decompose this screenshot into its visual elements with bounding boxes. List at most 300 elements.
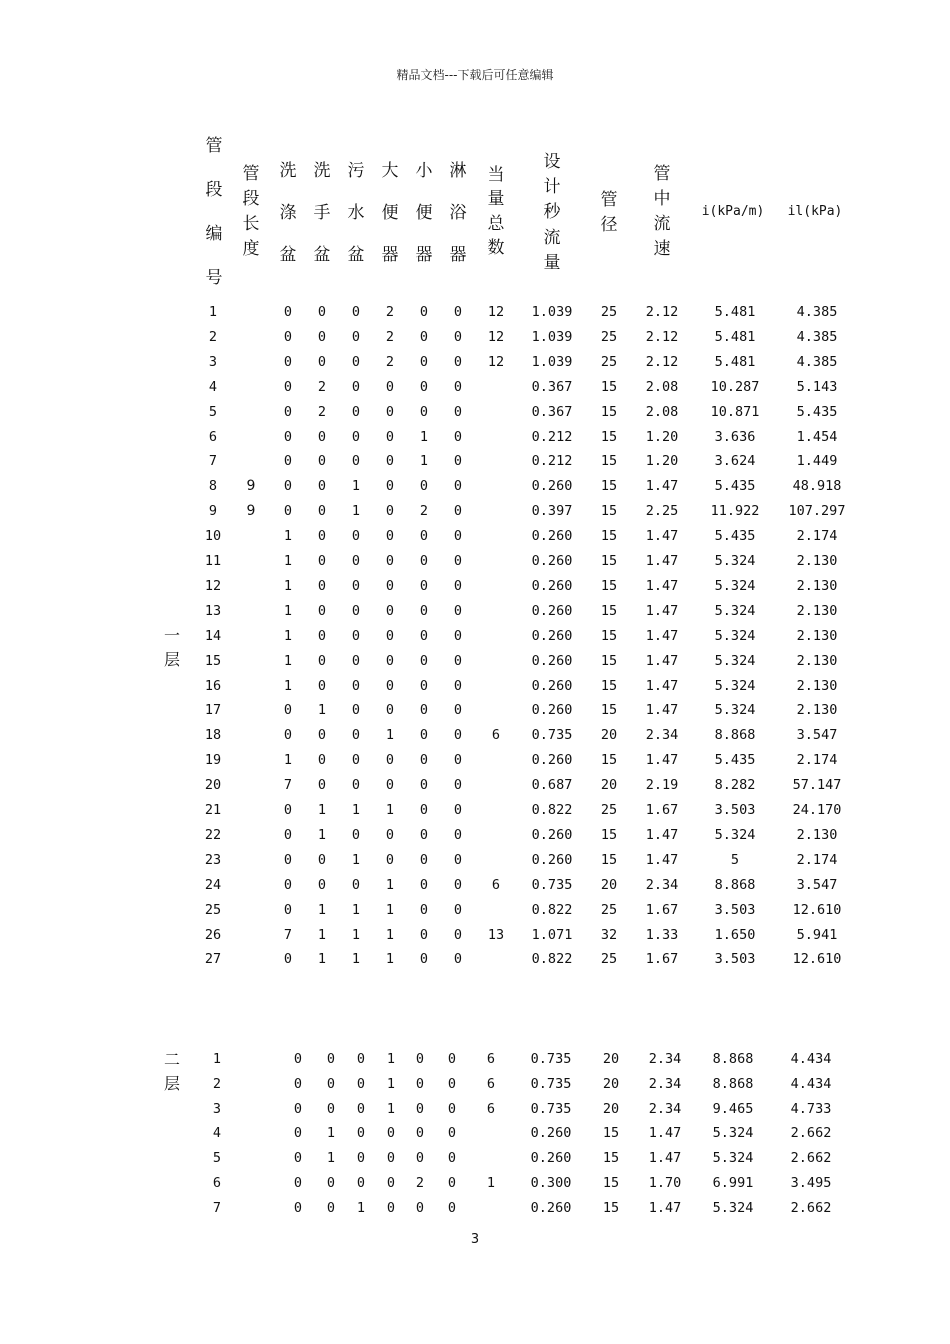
cell-slop-basin: 1 (351, 503, 361, 520)
cell-slop-basin: 0 (351, 378, 361, 395)
cell-design-flow: 0.260 (531, 851, 573, 868)
cell-design-flow: 0.687 (531, 777, 573, 794)
cell-equivalent: 6 (491, 727, 501, 744)
cell-design-flow: 0.735 (530, 1075, 572, 1092)
cell-wash-basin: 0 (283, 428, 293, 445)
cell-il-value: 2.130 (796, 652, 838, 669)
cell-diameter: 15 (600, 677, 618, 694)
cell-wash-basin: 0 (283, 851, 293, 868)
cell-shower: 0 (453, 777, 463, 794)
cell-shower: 0 (453, 851, 463, 868)
cell-il-value: 2.130 (796, 826, 838, 843)
cell-toilet: 0 (385, 378, 395, 395)
cell-design-flow: 0.260 (531, 528, 573, 545)
cell-velocity: 1.70 (648, 1175, 682, 1192)
cell-design-flow: 0.260 (531, 577, 573, 594)
cell-wash-basin: 0 (283, 353, 293, 370)
cell-urinal: 0 (419, 926, 429, 943)
cell-i-value: 5.324 (714, 826, 756, 843)
cell-i-value: 5.435 (714, 478, 756, 495)
cell-velocity: 2.34 (648, 1051, 682, 1067)
cell-toilet: 1 (385, 901, 395, 918)
cell-hand-basin: 0 (317, 677, 327, 694)
cell-velocity: 2.12 (645, 353, 679, 370)
cell-toilet: 0 (385, 577, 395, 594)
cell-urinal: 0 (419, 378, 429, 395)
cell-i-value: 5.435 (714, 752, 756, 769)
cell-toilet: 1 (385, 876, 395, 893)
cell-diameter: 15 (600, 528, 618, 545)
cell-toilet: 1 (386, 1075, 396, 1092)
cell-shower: 0 (447, 1199, 457, 1216)
cell-shower: 0 (453, 627, 463, 644)
cell-design-flow: 0.260 (530, 1199, 572, 1216)
cell-wash-basin: 7 (283, 926, 293, 943)
cell-hand-basin: 0 (317, 876, 327, 893)
cell-toilet: 0 (386, 1199, 396, 1216)
cell-i-value: 8.868 (712, 1051, 754, 1067)
cell-shower: 0 (453, 802, 463, 818)
cell-diameter: 15 (602, 1175, 620, 1192)
cell-hand-basin: 1 (326, 1125, 336, 1142)
cell-hand-basin: 0 (326, 1100, 336, 1117)
cell-diameter: 15 (600, 652, 618, 669)
cell-urinal: 0 (419, 802, 429, 818)
cell-design-flow: 0.260 (530, 1150, 572, 1167)
cell-pipe-no: 25 (204, 901, 222, 918)
cell-velocity: 1.67 (645, 901, 679, 918)
cell-toilet: 0 (385, 503, 395, 520)
header-hand-basin: 洗 手 盆 (313, 160, 331, 265)
cell-wash-basin: 1 (283, 528, 293, 545)
cell-pipe-no: 18 (204, 727, 222, 744)
floor-1-label: 一 层 (164, 626, 181, 669)
cell-urinal: 0 (419, 403, 429, 420)
cell-shower: 0 (453, 453, 463, 470)
cell-hand-basin: 1 (317, 702, 327, 719)
cell-il-value: 5.941 (796, 926, 838, 943)
cell-toilet: 0 (385, 627, 395, 644)
cell-pipe-no: 9 (208, 503, 218, 520)
cell-diameter: 15 (600, 553, 618, 569)
cell-diameter: 15 (600, 403, 618, 420)
cell-design-flow: 1.071 (531, 926, 573, 943)
cell-toilet: 0 (385, 528, 395, 545)
cell-slop-basin: 1 (351, 951, 361, 968)
cell-wash-basin: 1 (283, 752, 293, 769)
cell-wash-basin: 0 (283, 478, 293, 495)
cell-slop-basin: 1 (351, 926, 361, 943)
cell-i-value: 5.324 (714, 602, 756, 619)
cell-velocity: 2.19 (645, 777, 679, 794)
cell-slop-basin: 0 (351, 304, 361, 320)
cell-slop-basin: 1 (351, 851, 361, 868)
cell-urinal: 0 (419, 752, 429, 769)
cell-shower: 0 (453, 677, 463, 694)
cell-velocity: 1.47 (645, 702, 679, 719)
cell-slop-basin: 1 (351, 901, 361, 918)
cell-design-flow: 0.367 (531, 403, 573, 420)
cell-slop-basin: 1 (351, 478, 361, 495)
cell-il-value: 1.449 (796, 453, 838, 470)
cell-i-value: 3.503 (714, 802, 756, 818)
cell-il-value: 5.435 (796, 403, 838, 420)
cell-toilet: 0 (386, 1150, 396, 1167)
cell-design-flow: 0.822 (531, 802, 573, 818)
cell-il-value: 2.662 (790, 1150, 832, 1167)
cell-il-value: 4.385 (796, 353, 838, 370)
cell-hand-basin: 0 (317, 528, 327, 545)
cell-i-value: 5.324 (714, 577, 756, 594)
cell-velocity: 2.34 (645, 876, 679, 893)
cell-urinal: 1 (419, 428, 429, 445)
cell-shower: 0 (447, 1175, 457, 1192)
header-slop-basin: 污 水 盆 (347, 160, 365, 265)
cell-toilet: 0 (386, 1175, 396, 1192)
cell-toilet: 2 (385, 353, 395, 370)
cell-diameter: 20 (600, 727, 618, 744)
cell-design-flow: 1.039 (531, 328, 573, 345)
cell-shower: 0 (447, 1100, 457, 1117)
cell-design-flow: 0.260 (530, 1125, 572, 1142)
cell-urinal: 0 (419, 901, 429, 918)
cell-velocity: 1.67 (645, 951, 679, 968)
cell-toilet: 1 (386, 1051, 396, 1067)
cell-urinal: 0 (419, 876, 429, 893)
cell-pipe-no: 21 (204, 802, 222, 818)
cell-hand-basin: 0 (317, 478, 327, 495)
cell-slop-basin: 0 (351, 577, 361, 594)
cell-length: 9 (246, 503, 256, 520)
cell-pipe-no: 3 (208, 353, 218, 370)
cell-wash-basin: 0 (283, 403, 293, 420)
cell-design-flow: 0.260 (531, 752, 573, 769)
cell-wash-basin: 1 (283, 577, 293, 594)
cell-toilet: 0 (385, 777, 395, 794)
cell-urinal: 0 (419, 777, 429, 794)
cell-hand-basin: 0 (317, 752, 327, 769)
cell-velocity: 1.47 (648, 1199, 682, 1216)
cell-pipe-no: 6 (208, 428, 218, 445)
cell-shower: 0 (453, 702, 463, 719)
cell-diameter: 15 (602, 1150, 620, 1167)
header-wash-basin: 洗 涤 盆 (279, 160, 297, 265)
cell-wash-basin: 0 (293, 1100, 303, 1117)
cell-il-value: 2.174 (796, 752, 838, 769)
cell-slop-basin: 0 (356, 1100, 366, 1117)
cell-urinal: 0 (415, 1100, 425, 1117)
cell-wash-basin: 0 (283, 702, 293, 719)
cell-toilet: 0 (385, 702, 395, 719)
cell-diameter: 20 (602, 1100, 620, 1117)
cell-pipe-no: 1 (208, 304, 218, 320)
cell-il-value: 5.143 (796, 378, 838, 395)
cell-il-value: 3.495 (790, 1175, 832, 1192)
header-design-flow: 设 计 秒 流 量 (543, 152, 561, 273)
cell-design-flow: 0.260 (531, 677, 573, 694)
cell-toilet: 0 (385, 826, 395, 843)
cell-velocity: 2.34 (648, 1100, 682, 1117)
cell-diameter: 25 (600, 353, 618, 370)
cell-i-value: 6.991 (712, 1175, 754, 1192)
cell-diameter: 15 (600, 453, 618, 470)
cell-velocity: 1.47 (645, 826, 679, 843)
cell-hand-basin: 0 (317, 328, 327, 345)
cell-il-value: 24.170 (792, 802, 842, 818)
page-header: 精品文档---下载后可任意编辑 (396, 68, 554, 82)
cell-shower: 0 (453, 826, 463, 843)
cell-il-value: 2.662 (790, 1125, 832, 1142)
cell-hand-basin: 0 (326, 1199, 336, 1216)
cell-velocity: 2.25 (645, 503, 679, 520)
cell-pipe-no: 17 (204, 702, 222, 719)
cell-toilet: 1 (385, 727, 395, 744)
cell-equivalent: 12 (487, 328, 505, 345)
cell-urinal: 0 (415, 1051, 425, 1067)
cell-toilet: 0 (385, 677, 395, 694)
cell-urinal: 0 (419, 627, 429, 644)
cell-toilet: 0 (385, 403, 395, 420)
cell-hand-basin: 0 (317, 353, 327, 370)
cell-diameter: 20 (602, 1051, 620, 1067)
header-i: i(kPa/m) (701, 204, 765, 219)
cell-i-value: 8.282 (714, 777, 756, 794)
cell-pipe-no: 23 (204, 851, 222, 868)
cell-shower: 0 (447, 1051, 457, 1067)
cell-wash-basin: 0 (283, 328, 293, 345)
cell-urinal: 0 (419, 826, 429, 843)
cell-velocity: 1.47 (645, 577, 679, 594)
cell-urinal: 0 (419, 951, 429, 968)
cell-pipe-no: 13 (204, 602, 222, 619)
cell-i-value: 8.868 (714, 876, 756, 893)
cell-urinal: 2 (415, 1175, 425, 1192)
cell-diameter: 25 (600, 901, 618, 918)
cell-i-value: 11.922 (710, 503, 760, 520)
cell-i-value: 5.324 (714, 677, 756, 694)
cell-il-value: 4.385 (796, 328, 838, 345)
cell-slop-basin: 0 (351, 876, 361, 893)
cell-velocity: 1.33 (645, 926, 679, 943)
cell-urinal: 0 (419, 528, 429, 545)
cell-design-flow: 0.300 (530, 1175, 572, 1192)
cell-shower: 0 (453, 577, 463, 594)
cell-design-flow: 0.212 (531, 428, 573, 445)
cell-slop-basin: 0 (356, 1150, 366, 1167)
cell-diameter: 15 (602, 1125, 620, 1142)
cell-diameter: 15 (600, 602, 618, 619)
cell-pipe-no: 2 (212, 1075, 222, 1092)
cell-length: 9 (246, 478, 256, 495)
cell-velocity: 1.47 (648, 1125, 682, 1142)
cell-urinal: 0 (415, 1125, 425, 1142)
cell-urinal: 0 (419, 577, 429, 594)
cell-urinal: 0 (415, 1075, 425, 1092)
cell-i-value: 5.324 (714, 553, 756, 569)
cell-hand-basin: 0 (326, 1175, 336, 1192)
cell-hand-basin: 2 (317, 403, 327, 420)
cell-i-value: 10.871 (710, 403, 760, 420)
cell-urinal: 0 (419, 851, 429, 868)
cell-shower: 0 (453, 428, 463, 445)
cell-velocity: 2.08 (645, 403, 679, 420)
cell-equivalent: 1 (486, 1175, 496, 1192)
cell-toilet: 1 (385, 951, 395, 968)
cell-wash-basin: 0 (293, 1175, 303, 1192)
cell-diameter: 25 (600, 304, 618, 320)
cell-design-flow: 0.822 (531, 951, 573, 968)
header-il: il(kPa) (787, 204, 843, 219)
cell-il-value: 2.174 (796, 528, 838, 545)
cell-i-value: 1.650 (714, 926, 756, 943)
cell-wash-basin: 0 (283, 503, 293, 520)
cell-shower: 0 (453, 503, 463, 520)
cell-pipe-no: 7 (212, 1199, 222, 1216)
cell-shower: 0 (453, 403, 463, 420)
cell-shower: 0 (453, 951, 463, 968)
cell-toilet: 0 (385, 453, 395, 470)
cell-i-value: 5.324 (714, 652, 756, 669)
cell-urinal: 0 (419, 304, 429, 320)
cell-il-value: 2.130 (796, 702, 838, 719)
cell-velocity: 1.67 (645, 802, 679, 818)
cell-shower: 0 (453, 528, 463, 545)
cell-design-flow: 0.260 (531, 652, 573, 669)
cell-wash-basin: 0 (283, 901, 293, 918)
cell-diameter: 25 (600, 951, 618, 968)
cell-equivalent: 13 (487, 926, 505, 943)
cell-urinal: 2 (419, 503, 429, 520)
cell-wash-basin: 0 (283, 378, 293, 395)
cell-i-value: 5.324 (712, 1125, 754, 1142)
cell-shower: 0 (453, 727, 463, 744)
cell-diameter: 15 (600, 627, 618, 644)
cell-urinal: 0 (415, 1199, 425, 1216)
cell-shower: 0 (453, 353, 463, 370)
cell-design-flow: 0.260 (531, 553, 573, 569)
cell-velocity: 2.12 (645, 304, 679, 320)
cell-shower: 0 (453, 478, 463, 495)
cell-i-value: 5 (730, 851, 740, 868)
cell-velocity: 1.47 (645, 627, 679, 644)
cell-design-flow: 0.735 (531, 727, 573, 744)
cell-velocity: 2.34 (648, 1075, 682, 1092)
cell-wash-basin: 1 (283, 553, 293, 569)
cell-shower: 0 (453, 328, 463, 345)
cell-slop-basin: 0 (356, 1075, 366, 1092)
cell-i-value: 5.481 (714, 353, 756, 370)
cell-pipe-no: 16 (204, 677, 222, 694)
cell-slop-basin: 0 (351, 652, 361, 669)
cell-pipe-no: 6 (212, 1175, 222, 1192)
cell-diameter: 15 (600, 702, 618, 719)
cell-hand-basin: 0 (317, 777, 327, 794)
cell-wash-basin: 0 (283, 951, 293, 968)
cell-i-value: 5.435 (714, 528, 756, 545)
cell-pipe-no: 3 (212, 1100, 222, 1117)
cell-diameter: 20 (600, 876, 618, 893)
cell-hand-basin: 0 (317, 503, 327, 520)
cell-pipe-no: 12 (204, 577, 222, 594)
cell-pipe-no: 11 (204, 553, 222, 569)
cell-hand-basin: 0 (317, 453, 327, 470)
cell-shower: 0 (453, 752, 463, 769)
cell-toilet: 1 (385, 802, 395, 818)
cell-hand-basin: 0 (317, 652, 327, 669)
cell-il-value: 2.130 (796, 602, 838, 619)
cell-i-value: 5.324 (714, 702, 756, 719)
cell-toilet: 0 (385, 752, 395, 769)
cell-diameter: 20 (602, 1075, 620, 1092)
cell-design-flow: 0.735 (530, 1100, 572, 1117)
cell-velocity: 1.47 (645, 478, 679, 495)
cell-shower: 0 (453, 652, 463, 669)
cell-il-value: 3.547 (796, 727, 838, 744)
cell-slop-basin: 0 (351, 328, 361, 345)
cell-wash-basin: 0 (283, 304, 293, 320)
cell-i-value: 5.324 (714, 627, 756, 644)
cell-slop-basin: 0 (356, 1175, 366, 1192)
cell-hand-basin: 0 (317, 428, 327, 445)
cell-i-value: 8.868 (714, 727, 756, 744)
cell-hand-basin: 1 (326, 1150, 336, 1167)
cell-toilet: 0 (385, 428, 395, 445)
cell-velocity: 1.20 (645, 428, 679, 445)
header-shower: 淋 浴 器 (449, 160, 467, 265)
cell-hand-basin: 0 (326, 1051, 336, 1067)
cell-urinal: 1 (419, 453, 429, 470)
cell-il-value: 2.174 (796, 851, 838, 868)
cell-slop-basin: 0 (351, 403, 361, 420)
cell-urinal: 0 (419, 328, 429, 345)
cell-hand-basin: 0 (317, 851, 327, 868)
cell-hand-basin: 1 (317, 802, 327, 818)
cell-diameter: 15 (600, 378, 618, 395)
cell-il-value: 107.297 (788, 503, 846, 520)
cell-toilet: 1 (385, 926, 395, 943)
cell-velocity: 1.47 (645, 528, 679, 545)
cell-design-flow: 0.260 (531, 627, 573, 644)
cell-hand-basin: 0 (317, 627, 327, 644)
cell-velocity: 1.47 (645, 752, 679, 769)
cell-shower: 0 (453, 926, 463, 943)
cell-toilet: 0 (385, 602, 395, 619)
cell-diameter: 20 (600, 777, 618, 794)
cell-slop-basin: 0 (351, 553, 361, 569)
cell-shower: 0 (453, 378, 463, 395)
cell-toilet: 1 (386, 1100, 396, 1117)
cell-pipe-no: 1 (212, 1051, 222, 1067)
cell-wash-basin: 0 (283, 727, 293, 744)
cell-velocity: 2.34 (645, 727, 679, 744)
cell-shower: 0 (453, 553, 463, 569)
cell-equivalent: 6 (486, 1051, 496, 1067)
cell-pipe-no: 7 (208, 453, 218, 470)
cell-velocity: 2.12 (645, 328, 679, 345)
cell-urinal: 0 (419, 727, 429, 744)
cell-slop-basin: 0 (351, 353, 361, 370)
cell-i-value: 5.481 (714, 304, 756, 320)
cell-velocity: 1.47 (645, 652, 679, 669)
cell-toilet: 0 (385, 553, 395, 569)
cell-hand-basin: 1 (317, 901, 327, 918)
header-diameter: 管 径 (600, 190, 618, 235)
cell-il-value: 12.610 (792, 901, 842, 918)
cell-hand-basin: 0 (317, 602, 327, 619)
cell-velocity: 1.47 (645, 553, 679, 569)
floor-2-label: 二 层 (164, 1050, 181, 1093)
cell-equivalent: 6 (486, 1100, 496, 1117)
